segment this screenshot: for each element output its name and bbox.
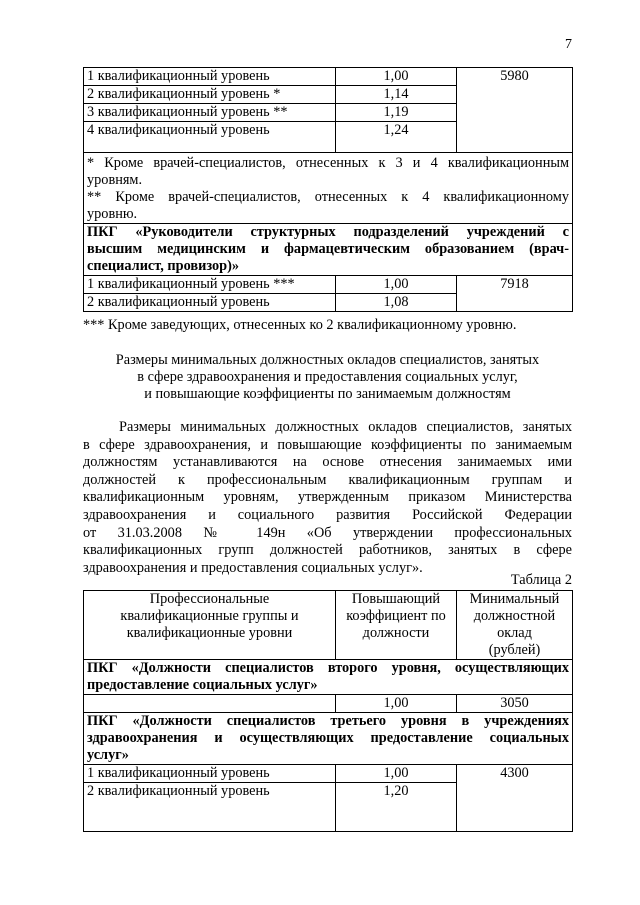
group-heading-line: ПКГ «Должности специалистов второго уровня, осуществляющих (87, 660, 569, 676)
paragraph-line: Размеры минимальных должностных окладов специалистов, занятых (119, 419, 572, 435)
footnote-line: уровням. (87, 172, 143, 188)
table-row (84, 660, 573, 695)
group-heading-line: ПКГ «Должности специалистов третьего уровня в учреждениях (87, 713, 569, 729)
level-name: 2 квалификационный уровень (84, 783, 336, 832)
table-row (84, 765, 573, 783)
level-name: 4 квалификационный уровень (84, 122, 336, 153)
paragraph-line: здравоохранения и социального развития Российской Федерации (83, 506, 572, 523)
column-header (336, 591, 457, 660)
table-row (84, 153, 573, 224)
coefficient: 1,00 (336, 68, 457, 86)
header-line: оклад (497, 625, 532, 641)
level-name: 2 квалификационный уровень * (84, 86, 336, 104)
header-line: квалификационные группы и (120, 608, 299, 624)
header-line: квалификационные уровни (126, 625, 293, 641)
paragraph-line: должностям устанавливаются на основе отнесения занимаемых ими (83, 454, 572, 471)
table-row (84, 68, 573, 86)
paragraph-line: от 31.03.2008 № 149н «Об утверждении профессиональных (83, 524, 572, 541)
paragraph-line: должностей к профессиональным квалификационным группам и (83, 471, 572, 488)
group-heading (84, 713, 573, 765)
header-line: должности (362, 625, 430, 641)
coefficient: 1,20 (336, 783, 457, 832)
salary-table-2 (83, 590, 573, 832)
table-header-row (84, 591, 573, 660)
coefficient: 1,19 (336, 104, 457, 122)
level-name: 1 квалификационный уровень *** (84, 276, 336, 294)
coefficient: 1,00 (336, 765, 457, 783)
coefficient: 1,08 (336, 294, 457, 312)
heading-line: в сфере здравоохранения и предоставления социальных услуг, (137, 369, 518, 385)
group-heading (84, 660, 573, 695)
level-name: 1 квалификационный уровень (84, 68, 336, 86)
group-heading-line: услуг» (87, 747, 129, 763)
table-row (84, 276, 573, 294)
group-heading-line: здравоохранения и осуществляющих предоставление социальных (87, 730, 569, 746)
table-row (84, 224, 573, 276)
header-line: Повышающий (351, 591, 441, 607)
footnote-cell (84, 153, 573, 224)
coefficient: 1,00 (336, 695, 457, 713)
table-row (84, 695, 573, 713)
table-row (84, 713, 573, 765)
level-name: 1 квалификационный уровень (84, 765, 336, 783)
salary-cell: 7918 (457, 276, 573, 312)
coefficient: 1,00 (336, 276, 457, 294)
heading-line: и повышающие коэффициенты по занимаемым должностям (144, 386, 511, 402)
coefficient: 1,14 (336, 86, 457, 104)
paragraph-line: здравоохранения и предоставления социальных услуг». (83, 559, 423, 576)
paragraph-line: квалификационных групп должностей работников, занятых в сфере (83, 542, 572, 559)
header-line: (рублей) (488, 642, 541, 658)
salary-cell: 3050 (457, 695, 573, 713)
paragraph-line: квалификационным уровням, утвержденным приказом Министерства (83, 489, 572, 506)
group-heading-line: предоставление социальных услуг» (87, 677, 318, 693)
coefficient: 1,24 (336, 122, 457, 153)
paragraph-line: в сфере здравоохранения, и повышающие коэффициенты по занимаемым (83, 436, 572, 453)
header-line: Минимальный (469, 591, 560, 607)
header-line: Профессиональные (149, 591, 270, 607)
body-paragraph (83, 419, 572, 577)
level-name: 3 квалификационный уровень ** (84, 104, 336, 122)
salary-cell: 5980 (457, 68, 573, 153)
page-number: 7 (565, 37, 572, 52)
salary-cell: 4300 (457, 765, 573, 832)
heading-line: Размеры минимальных должностных окладов специалистов, занятых (115, 352, 540, 368)
column-header (457, 591, 573, 660)
level-name (84, 695, 336, 713)
header-line: коэффициент по (346, 608, 446, 624)
footnote-line: уровню. (87, 206, 138, 222)
level-name: 2 квалификационный уровень (84, 294, 336, 312)
table-footnote: *** Кроме заведующих, отнесенных ко 2 квалификационному уровню. (83, 317, 517, 333)
column-header (84, 591, 336, 660)
section-heading (83, 352, 572, 403)
footnote-line: ** Кроме врачей-специалистов, отнесенных к 4 квалификационному (87, 189, 569, 205)
salary-table-continued (83, 67, 573, 312)
group-heading (84, 224, 573, 276)
group-heading-line: ПКГ «Руководители структурных подразделений учреждений с (87, 224, 569, 240)
footnote-line: * Кроме врачей-специалистов, отнесенных к 3 и 4 квалификационным (87, 155, 569, 171)
table-caption: Таблица 2 (510, 572, 572, 588)
header-line: должностной (473, 608, 556, 624)
group-heading-line: специалист, провизор)» (87, 258, 239, 274)
group-heading-line: высшим медицинским и фармацевтическим образованием (врач- (87, 241, 569, 257)
